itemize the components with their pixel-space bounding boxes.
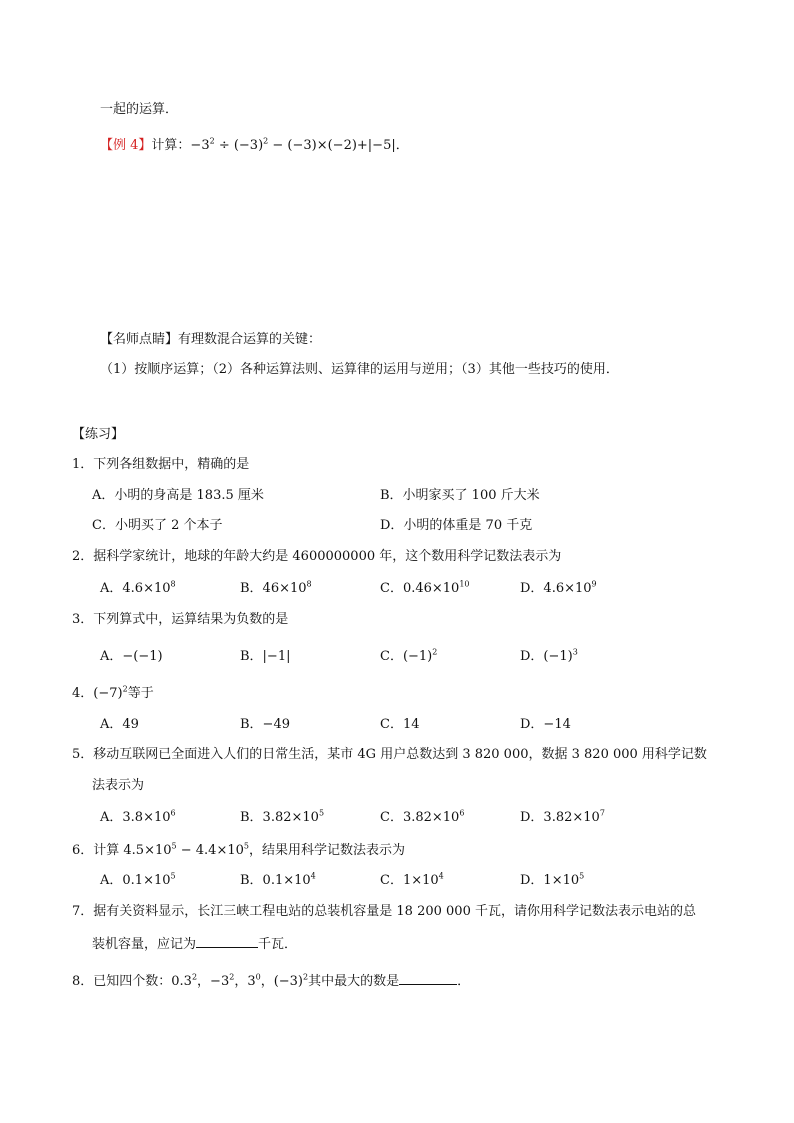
exponent: 5 [171,841,177,851]
exponent: 2 [122,684,128,694]
exponent: 5 [579,871,585,881]
answer-blank[interactable] [399,970,457,985]
exponent: 8 [306,579,312,589]
q1-option-c: C．小明买了 2 个本子 [92,518,223,533]
exponent: 6 [459,808,465,818]
exponent: 4 [438,871,444,881]
q2-option-a [100,580,176,598]
stem-text: 8．已知四个数：0.3 [72,974,192,989]
stem-text: ，−3 [197,974,230,989]
exponent: 2 [263,136,269,146]
tip-line [100,331,321,349]
tip-body: （1）按顺序运算；（2）各种运算法则、运算律的运用与逆用；（3）其他一些技巧的使用． [100,362,619,377]
option-text: D．4.6×10 [520,581,592,596]
option-text: B．3.82×10 [240,810,319,825]
option-text: A．0.1×10 [100,873,171,888]
example-4 [100,137,409,155]
option-text: D．(−1) [520,649,573,664]
q1-stem: 1．下列各组数据中，精确的是 [72,457,250,472]
q3-option-c [380,648,437,666]
q5-option-b [240,809,324,827]
exponent: 2 [303,972,309,982]
q5-option-c [380,809,464,827]
q6-option-b [240,872,316,890]
q4-option-a: A．49 [100,717,139,732]
option-text: B．46×10 [240,581,307,596]
stem-text: 等于 [127,686,154,701]
exponent: 8 [170,579,176,589]
q4-option-c: C．14 [380,717,420,732]
expr-part: − (−3)×(−2)+|−5|． [268,138,409,153]
example-prefix: 计算： [151,138,191,153]
q4-option-d: D．−14 [520,717,571,732]
option-text: B．0.1×10 [240,873,311,888]
q2-option-d [520,580,597,598]
q6-option-c [380,872,444,890]
exponent: 6 [170,808,176,818]
q5-stem-line2: 法表示为 [92,778,145,793]
option-text: C．3.82×10 [380,810,460,825]
expr-part: ÷ (−3) [214,138,264,153]
exponent: 5 [243,841,249,851]
q6-stem [72,842,405,860]
option-text: C．1×10 [380,873,439,888]
exponent: 2 [432,647,438,657]
example-tag: 【例 4】 [100,138,152,153]
q5-option-a [100,809,176,827]
option-text: C．0.46×10 [380,581,460,596]
q8-stem [72,970,470,991]
tip-title: 【名师点睛】 [100,332,179,347]
q3-option-a: A．−(−1) [100,649,163,664]
exponent: 4 [310,871,316,881]
practice-title: 【练习】 [72,427,125,442]
exponent: 2 [191,972,198,982]
q5-stem-line1: 5．移动互联网已全面进入人们的日常生活，某市 4G 用户总数达到 3 820 000，数据 3 820 000 用科学记数 [72,747,707,762]
q3-option-d [520,648,578,666]
intro-line: 一起的运算． [100,102,179,117]
q4-option-b: B．−49 [240,717,290,732]
expr-part: −3 [190,138,210,153]
q1-option-d: D．小明的体重是 70 千克 [380,518,533,533]
q7-stem-line1: 7．据有关资料显示，长江三峡工程电站的总装机容量是 18 200 000 千瓦，请你用科学记数法表示电站的总 [72,904,696,919]
option-text: C．(−1) [380,649,433,664]
exponent: 9 [591,579,597,589]
stem-text: ，结果用科学记数法表示为 [248,843,405,858]
q3-stem: 3．下列算式中，运算结果为负数的是 [72,612,289,627]
q5-option-d [520,809,605,827]
exponent: 2 [229,972,235,982]
option-text: A．4.6×10 [100,581,171,596]
q7-stem-line2 [92,933,297,954]
q2-stem: 2．据科学家统计，地球的年龄大约是 4600000000 年，这个数用科学记数法表示为 [72,549,562,564]
stem-text: ，3 [234,974,256,989]
stem-text: ． [457,974,471,989]
answer-blank[interactable] [196,933,258,948]
exponent: 5 [170,871,176,881]
q1-option-a: A．小明的身高是 183.5 厘米 [92,488,264,503]
q6-option-a [100,872,176,890]
exponent: 10 [459,579,470,589]
option-text: D．3.82×10 [520,810,600,825]
q2-option-b [240,580,312,598]
exponent: 7 [599,808,605,818]
q2-option-c [380,580,470,598]
q4-stem [72,685,154,703]
stem-text: 千瓦． [258,937,298,952]
stem-text: 其中最大的数是 [308,974,400,989]
exponent: 3 [572,647,578,657]
exponent: 2 [209,136,215,146]
q1-option-b: B．小明家买了 100 斤大米 [380,488,540,503]
stem-text: 6．计算 4.5×10 [72,843,172,858]
stem-text: − 4.4×10 [176,843,244,858]
tip-text: 有理数混合运算的关键： [178,332,322,347]
q3-option-b: B．|−1| [240,649,291,664]
exponent: 5 [318,808,325,818]
stem-text: ，(−3) [260,974,303,989]
stem-text: 装机容量，应记为 [92,937,197,952]
q6-option-d [520,872,584,890]
option-text: A．3.8×10 [100,810,171,825]
option-text: D．1×10 [520,873,580,888]
stem-text: 4．(−7) [72,686,123,701]
exponent: 0 [255,972,261,982]
